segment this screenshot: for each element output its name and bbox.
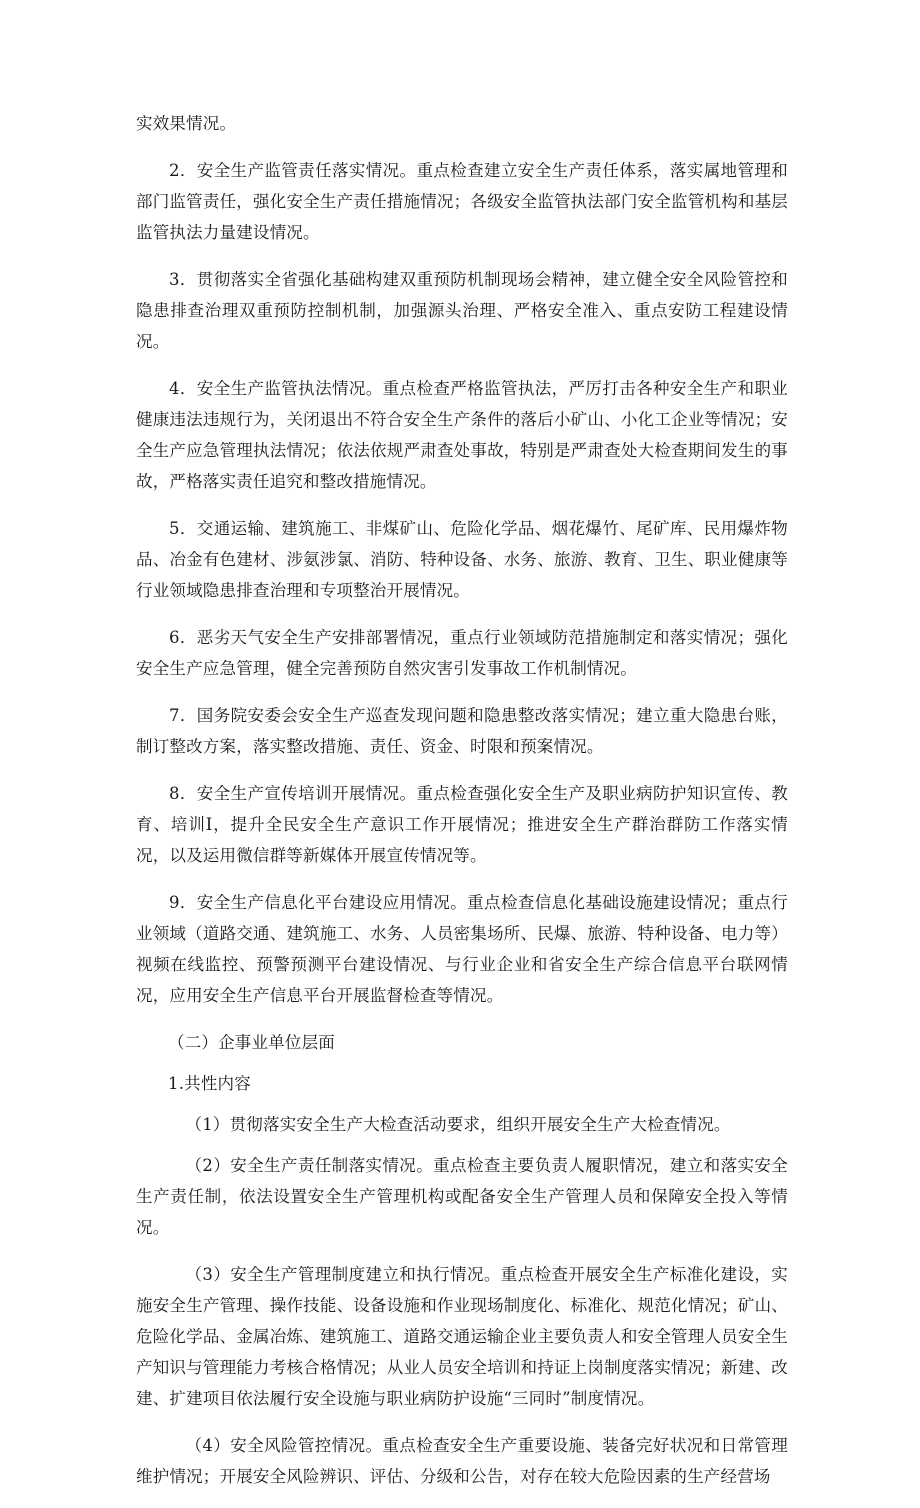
subsection-heading-common: 1.共性内容 [168, 1074, 251, 1093]
paragraph-item-2: 2．安全生产监管责任落实情况。重点检查建立安全生产责任体系，落实属地管理和部门监管责任，强化安全生产责任措施情况；各级安全监管执法部门安全监管机构和基层监管执法力量建设情况。 [136, 161, 788, 242]
sub-item-2: （2）安全生产责任制落实情况。重点检查主要负责人履职情况，建立和落实安全生产责任制，依法设置安全生产管理机构或配备安全生产管理人员和保障安全投入等情况。 [136, 1156, 788, 1237]
paragraph-item-8: 8．安全生产宣传培训开展情况。重点检查强化安全生产及职业病防护知识宣传、教育、培训I，提升全民安全生产意识工作开展情况；推进安全生产群治群防工作落实情况，以及运用微信群等新媒体开展宣传情况等。 [136, 784, 788, 865]
sub-item-1: （1）贯彻落实安全生产大检查活动要求，组织开展安全生产大检查情况。 [185, 1115, 731, 1134]
section-heading-enterprise: （二）企事业单位层面 [168, 1033, 335, 1052]
paragraph-continuation: 实效果情况。 [136, 114, 237, 133]
paragraph-item-5: 5．交通运输、建筑施工、非煤矿山、危险化学品、烟花爆竹、尾矿库、民用爆炸物品、冶金有色建材、涉氨涉氯、消防、特种设备、水务、旅游、教育、卫生、职业健康等行业领域隐患排查治理和专项整治开展情况。 [136, 519, 788, 600]
paragraph-item-9: 9．安全生产信息化平台建设应用情况。重点检查信息化基础设施建设情况；重点行业领域（道路交通、建筑施工、水务、人员密集场所、民爆、旅游、特种设备、电力等）视频在线监控、预警预测平台建设情况、与行业企业和省安全生产综合信息平台联网情况，应用安全生产信息平台开展监督检查等情况。 [136, 893, 788, 1005]
paragraph-item-4: 4．安全生产监管执法情况。重点检查严格监管执法，严厉打击各种安全生产和职业健康违法违规行为，关闭退出不符合安全生产条件的落后小矿山、小化工企业等情况；安全生产应急管理执法情况；依法依规严肃查处事故，特别是严肃查处大检查期间发生的事故，严格落实责任追究和整改措施情况。 [136, 379, 788, 491]
sub-item-3: （3）安全生产管理制度建立和执行情况。重点检查开展安全生产标准化建设，实施安全生产管理、操作技能、设备设施和作业现场制度化、标准化、规范化情况；矿山、危险化学品、金属冶炼、建筑施工、道路交通运输企业主要负责人和安全管理人员安全生产知识与管理能力考核合格情况；从业人员安全培训和持证上岗制度落实情况；新建、改建、扩建项目依法履行安全设施与职业病防护设施“三同时”制度情况。 [136, 1265, 788, 1408]
paragraph-item-7: 7．国务院安委会安全生产巡查发现问题和隐患整改落实情况；建立重大隐患台账，制订整改方案，落实整改措施、责任、资金、时限和预案情况。 [136, 706, 788, 756]
paragraph-item-3: 3．贯彻落实全省强化基础构建双重预防机制现场会精神，建立健全安全风险管控和隐患排查治理双重预防控制机制，加强源头治理、严格安全准入、重点安防工程建设情况。 [136, 270, 788, 351]
document-body [136, 108, 788, 1508]
paragraph-item-6: 6．恶劣天气安全生产安排部署情况，重点行业领域防范措施制定和落实情况；强化安全生产应急管理，健全完善预防自然灾害引发事故工作机制情况。 [136, 628, 788, 678]
sub-item-4: （4）安全风险管控情况。重点检查安全生产重要设施、装备完好状况和日常管理维护情况；开展安全风险辨识、评估、分级和公告，对存在较大危险因素的生产经营场 [136, 1436, 788, 1486]
